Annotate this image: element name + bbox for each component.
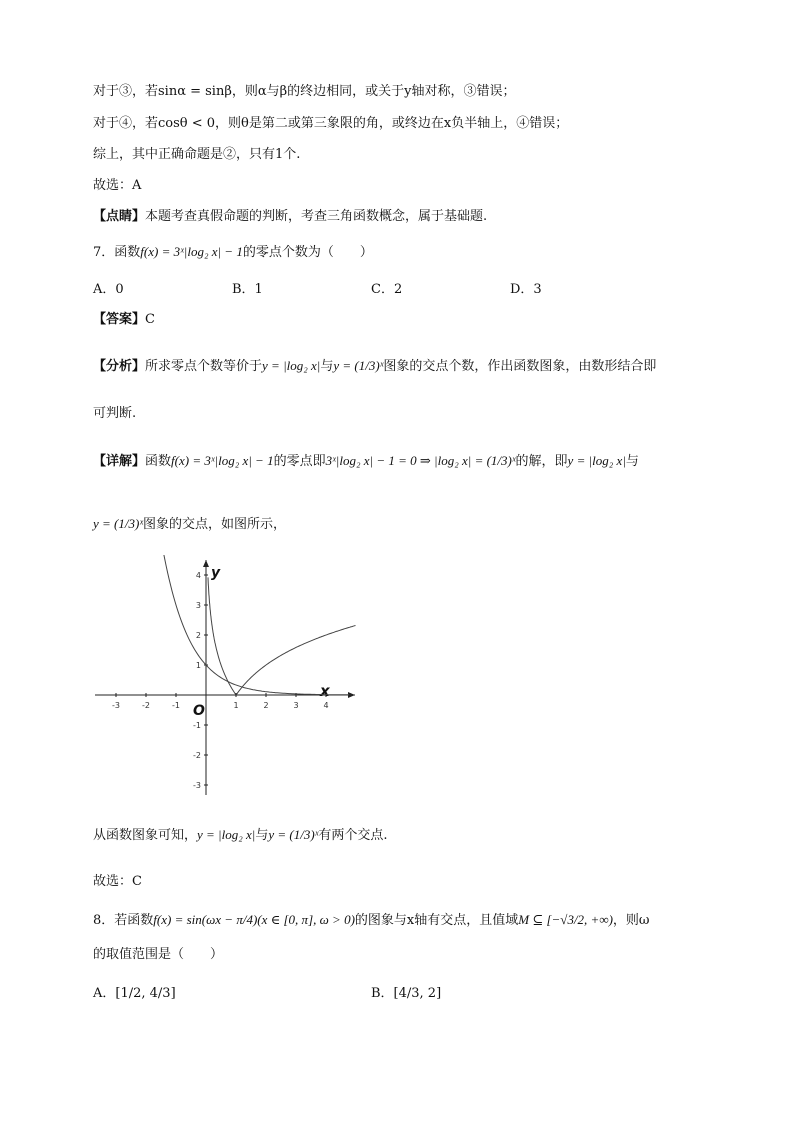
analysis-tag: 【分析】: [93, 359, 146, 374]
x-tick-label: 4: [323, 701, 329, 710]
q8-stem-3: ，则ω: [612, 913, 650, 928]
text-line-4: 故选：A: [93, 178, 142, 193]
x-tick-label: -3: [112, 701, 120, 710]
analysis-formula-1: y = |log₂ x|: [262, 358, 321, 373]
analysis-text-2: 与: [320, 359, 334, 374]
note-tag: 【点睛】: [93, 209, 146, 224]
detail-formula-1: f(x) = 3ˣ|log₂ x| − 1: [171, 453, 274, 468]
detail-text-3: 的解，即: [515, 454, 568, 469]
y-tick-label: 1: [195, 661, 201, 670]
x-tick-label: 3: [293, 701, 299, 710]
conclusion-text-3: 有两个交点.: [318, 828, 388, 843]
answer-tag: 【答案】: [93, 312, 146, 327]
y-tick-label: 2: [195, 631, 201, 640]
q8-stem-1: 8．若函数: [93, 913, 154, 928]
detail-formula-4: y = (1/3)ˣ: [93, 516, 143, 531]
q8-option-b: B．[4/3, 2]: [371, 986, 442, 1001]
q7-detail: [93, 451, 639, 472]
detail-text-4: 与: [625, 454, 639, 469]
analysis-text-1: 所求零点个数等价于: [145, 359, 263, 374]
y-tick-label: 3: [195, 601, 201, 610]
y-tick-label: -1: [193, 721, 201, 730]
q7-analysis: [93, 356, 656, 377]
detail-text-5: 图象的交点，如图所示，: [142, 517, 286, 532]
q7-stem-formula: f(x) = 3ˣ|log₂ x| − 1: [140, 244, 243, 259]
x-tick-label: -1: [172, 701, 180, 710]
detail-text-1: 函数: [145, 454, 172, 469]
q7-option-a: A．0: [93, 282, 124, 297]
y-axis-arrow: [203, 560, 209, 567]
x-axis-label: x: [320, 682, 330, 700]
x-tick-label: 1: [233, 701, 239, 710]
detail-formula-3: y = |log₂ x|: [567, 453, 626, 468]
q7-option-b: B．1: [232, 282, 263, 297]
y-tick-label: -3: [193, 781, 201, 790]
analysis-formula-2: y = (1/3)ˣ: [333, 358, 384, 373]
analysis-text-4: 可判断.: [93, 406, 137, 421]
q7-final: 故选：C: [93, 874, 142, 889]
q7-stem: [93, 242, 373, 263]
y-tick-label: 4: [195, 571, 201, 580]
function-graph: [90, 555, 360, 800]
answer-value: C: [145, 312, 155, 327]
q8-stem-2: 的图象与x轴有交点，且值域: [354, 913, 519, 928]
y-tick-label: -2: [193, 751, 201, 760]
note-line: [93, 207, 487, 227]
detail-line-2: [93, 514, 286, 535]
text-line-3: 综上，其中正确命题是②，只有1个.: [93, 147, 301, 162]
q8-formula-1: f(x) = sin(ωx − π/4)(x ∈ [0, π], ω > 0): [153, 912, 355, 927]
text-line-2: 对于④，若cosθ < 0，则θ是第二或第三象限的角，或终边在x负半轴上，④错误；: [93, 116, 569, 131]
note-text: 本题考查真假命题的判断，考查三角函数概念，属于基础题.: [145, 209, 488, 224]
q8-stem-4: 的取值范围是（ ）: [93, 947, 224, 962]
conclusion-text-2: 与: [255, 828, 269, 843]
conclusion-line: [93, 825, 388, 846]
analysis-text-3: 图象的交点个数，作出函数图象，由数形结合即: [383, 359, 657, 374]
detail-formula-2: 3ˣ|log₂ x| − 1 = 0 ⇒ |log₂ x| = (1/3)ˣ: [325, 453, 516, 468]
conclusion-formula-2: y = (1/3)ˣ: [268, 827, 319, 842]
q7-option-c: C．2: [371, 282, 403, 297]
q7-stem-pre: 7．函数: [93, 245, 141, 260]
curve-abs-log2-x: [208, 577, 356, 694]
y-axis-label: y: [211, 565, 221, 581]
q7-option-d: D．3: [510, 282, 542, 297]
detail-text-2: 的零点即: [273, 454, 326, 469]
text-line-1: 对于③，若sinα = sinβ，则α与β的终边相同，或关于y轴对称，③错误；: [93, 84, 516, 99]
q8-stem: [93, 910, 650, 931]
detail-tag: 【详解】: [93, 454, 146, 469]
q8-option-a: A．[1/2, 4/3]: [93, 986, 176, 1001]
x-tick-label: 2: [263, 701, 269, 710]
q7-stem-post: 的零点个数为（ ）: [242, 245, 373, 260]
q7-answer: [93, 310, 155, 330]
x-tick-label: -2: [142, 701, 150, 710]
q8-formula-2: M ⊆ [−√3/2, +∞): [518, 912, 613, 927]
origin-label: O: [193, 703, 205, 719]
conclusion-formula-1: y = |log₂ x|: [197, 827, 256, 842]
conclusion-text-1: 从函数图象可知，: [93, 828, 198, 843]
